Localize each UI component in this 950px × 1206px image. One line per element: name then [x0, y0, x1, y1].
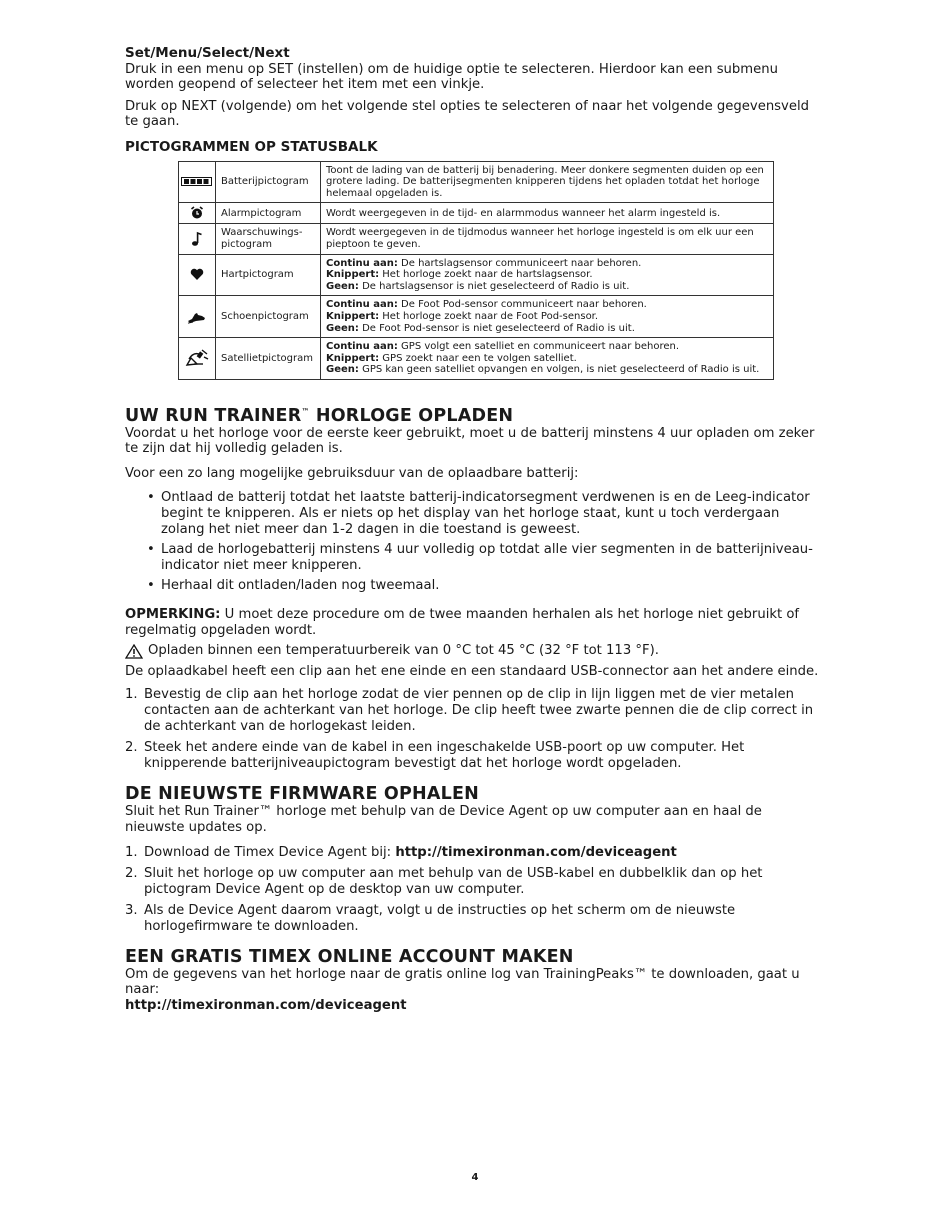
- icon-name: Schoenpictogram: [216, 296, 321, 338]
- icon-description: [321, 254, 774, 296]
- description-line: [326, 269, 768, 281]
- account-heading: EEN GRATIS TIMEX ONLINE ACCOUNT MAKEN: [125, 946, 574, 967]
- step-number: 3.: [125, 903, 138, 919]
- description-line: [326, 353, 768, 365]
- description-line: [326, 299, 768, 311]
- charging-note: [125, 607, 825, 638]
- icon-description: [321, 203, 774, 224]
- manual-page: [125, 46, 825, 1013]
- description-text: Wordt weergegeven in de tijdmodus wanneer het horloge ingesteld is om elk uur een pieptoon te geven.: [326, 227, 754, 250]
- description-text: Wordt weergegeven in de tijd- en alarmmodus wanneer het alarm ingesteld is.: [326, 207, 721, 219]
- step-text: Bevestig de clip aan het horloge zodat de vier pennen op de clip in lijn liggen met de vier metalen contacten aan de achterkant van het horloge. De clip heeft twee zwarte pennen die de clip correct in de achterkant van de horlogekast leiden.: [144, 687, 814, 734]
- description-label: Geen:: [326, 364, 359, 376]
- table-row: [179, 338, 774, 380]
- alarm-icon: [190, 206, 204, 220]
- icon-name: Satellietpictogram: [216, 338, 321, 380]
- charging-heading: [125, 402, 825, 426]
- firmware-paragraph: Sluit het Run Trainer™ horloge met behulp van de Device Agent op uw computer aan en haal de nieuwste updates op.: [125, 804, 762, 835]
- charging-paragraph-3: De oplaadkabel heeft een clip aan het ene einde en een standaard USB-connector aan het andere einde.: [125, 663, 819, 679]
- description-label: Knippert:: [326, 269, 380, 281]
- description-line: [326, 341, 768, 353]
- account-link[interactable]: http://timexironman.com/deviceagent: [125, 997, 407, 1013]
- description-text: De hartslagsensor is niet geselecteerd of Radio is uit.: [358, 280, 630, 292]
- charging-steps: [125, 687, 825, 771]
- list-item: • Herhaal dit ontladen/laden nog tweemaal.: [125, 578, 825, 594]
- set-menu-heading: Set/Menu/Select/Next: [125, 45, 290, 61]
- description-label: Knippert:: [326, 310, 380, 322]
- list-item: [125, 687, 825, 734]
- status-icons-table: [178, 161, 774, 380]
- device-agent-link[interactable]: http://timexironman.com/deviceagent: [395, 844, 677, 860]
- step-text: Download de Timex Device Agent bij:: [144, 844, 396, 860]
- warning-text: Opladen binnen een temperatuurbereik van 0 °C tot 45 °C (32 °F tot 113 °F).: [148, 643, 659, 659]
- charging-heading-text-end: HORLOGE OPLADEN: [309, 405, 514, 426]
- table-row: [179, 224, 774, 254]
- description-text: Het horloge zoekt naar de hartslagsensor.: [379, 269, 593, 281]
- description-text: Het horloge zoekt naar de Foot Pod-sensor.: [379, 310, 599, 322]
- shoe-icon: [187, 310, 207, 324]
- description-label: Continu aan:: [326, 341, 398, 353]
- page-number: 4: [471, 1172, 479, 1183]
- description-line: [326, 311, 768, 323]
- list-item: [125, 740, 825, 771]
- description-line: [326, 258, 768, 270]
- icon-description: [321, 338, 774, 380]
- status-icons-heading: PICTOGRAMMEN OP STATUSBALK: [125, 138, 378, 155]
- icon-name: Batterijpictogram: [216, 161, 321, 203]
- set-menu-paragraph-1: Druk in een menu op SET (instellen) om de huidige optie te selecteren. Hierdoor kan een submenu worden geopend of selecteer het item met een vinkje.: [125, 61, 778, 93]
- charging-bullet-list: [125, 490, 825, 594]
- icon-name: Waarschuwings-pictogram: [216, 224, 321, 254]
- table-row: [179, 254, 774, 296]
- step-text: Steek het andere einde van de kabel in een ingeschakelde USB-poort op uw computer. Het knipperende batterijniveaupictogram bevestigt dat het horloge wordt opgeladen.: [144, 740, 745, 771]
- satellite-icon: [185, 349, 209, 367]
- description-line: [326, 323, 768, 335]
- satellite-icon-cell: [179, 338, 216, 380]
- icon-name: Alarmpictogram: [216, 203, 321, 224]
- step-number: 1.: [125, 844, 138, 860]
- step-number: 2.: [125, 740, 138, 756]
- battery-icon: [181, 177, 213, 186]
- description-label: Continu aan:: [326, 299, 398, 311]
- account-paragraph: Om de gegevens van het horloge naar de gratis online log van TrainingPeaks™ te downloaden, gaat u naar:: [125, 966, 800, 998]
- description-label: Knippert:: [326, 352, 380, 364]
- table-row: [179, 161, 774, 203]
- description-label: Continu aan:: [326, 257, 398, 269]
- warning-icon: [125, 644, 143, 659]
- icon-description: [321, 296, 774, 338]
- description-text: GPS zoekt naar een te volgen satelliet.: [379, 352, 577, 364]
- description-text: Toont de lading van de batterij bij benadering. Meer donkere segmenten duiden op een grotere lading. De batterijsegmenten knipperen tijdens het opladen totdat het horloge helemaal opgeladen is.: [326, 164, 764, 199]
- firmware-steps: [125, 845, 825, 935]
- list-item: [125, 903, 825, 934]
- list-item: • Ontlaad de batterij totdat het laatste batterij-indicatorsegment verdwenen is en de Leeg-indicator begint te knipperen. Als er niets op het display van het horloge staat, kunt u toch verdergaan zolang het niet meer dan 1-2 dagen in die toestand is geweest.: [125, 490, 825, 537]
- charging-heading-text: UW RUN TRAINER: [125, 405, 302, 426]
- description-label: Geen:: [326, 280, 359, 292]
- description-text: GPS volgt een satelliet en communiceert naar behoren.: [397, 341, 680, 353]
- description-label: Geen:: [326, 322, 359, 334]
- icon-description: [321, 161, 774, 203]
- chime-icon-cell: [179, 224, 216, 254]
- shoe-icon-cell: [179, 296, 216, 338]
- description-text: GPS kan geen satelliet opvangen en volgen, is niet geselecteerd of Radio is uit.: [358, 364, 760, 376]
- battery-icon-cell: [179, 161, 216, 203]
- note-text: U moet deze procedure om de twee maanden herhalen als het horloge niet gebruikt of regelmatig opgeladen wordt.: [125, 607, 800, 638]
- icon-name: Hartpictogram: [216, 254, 321, 296]
- chime-icon: [191, 231, 203, 247]
- step-text: Als de Device Agent daarom vraagt, volgt u de instructies op het scherm om de nieuwste horlogefirmware te downloaden.: [144, 903, 736, 934]
- charging-paragraph-2: Voor een zo lang mogelijke gebruiksduur van de oplaadbare batterij:: [125, 465, 579, 481]
- step-number: 1.: [125, 687, 138, 703]
- table-row: [179, 296, 774, 338]
- heart-icon-cell: [179, 254, 216, 296]
- list-item: • Laad de horlogebatterij minstens 4 uur volledig op totdat alle vier segmenten in de batterijniveau-indicator niet meer knipperen.: [125, 542, 825, 573]
- note-label: OPMERKING:: [125, 607, 221, 623]
- set-menu-paragraph-2: Druk op NEXT (volgende) om het volgende stel opties te selecteren of naar het volgende gegevensveld te gaan.: [125, 98, 810, 130]
- list-item: [125, 845, 825, 861]
- description-line: [326, 281, 768, 293]
- icon-description: [321, 224, 774, 254]
- temperature-warning: [125, 643, 825, 659]
- list-item: [125, 866, 825, 897]
- description-text: De Foot Pod-sensor is niet geselecteerd of Radio is uit.: [358, 322, 635, 334]
- description-line: [326, 364, 768, 376]
- heart-icon: [190, 268, 204, 281]
- alarm-icon-cell: [179, 203, 216, 224]
- trademark-symbol: ™: [301, 406, 310, 416]
- step-text: Sluit het horloge op uw computer aan met behulp van de USB-kabel en dubbelklik dan op het pictogram Device Agent op de desktop van uw computer.: [144, 866, 763, 897]
- firmware-heading: DE NIEUWSTE FIRMWARE OPHALEN: [125, 784, 479, 805]
- charging-paragraph-1: Voordat u het horloge voor de eerste keer gebruikt, moet u de batterij minstens 4 uur opladen om zeker te zijn dat hij volledig geladen is.: [125, 425, 815, 457]
- description-text: De hartslagsensor communiceert naar behoren.: [397, 257, 642, 269]
- table-row: [179, 203, 774, 224]
- description-text: De Foot Pod-sensor communiceert naar behoren.: [397, 299, 647, 311]
- step-number: 2.: [125, 866, 138, 882]
